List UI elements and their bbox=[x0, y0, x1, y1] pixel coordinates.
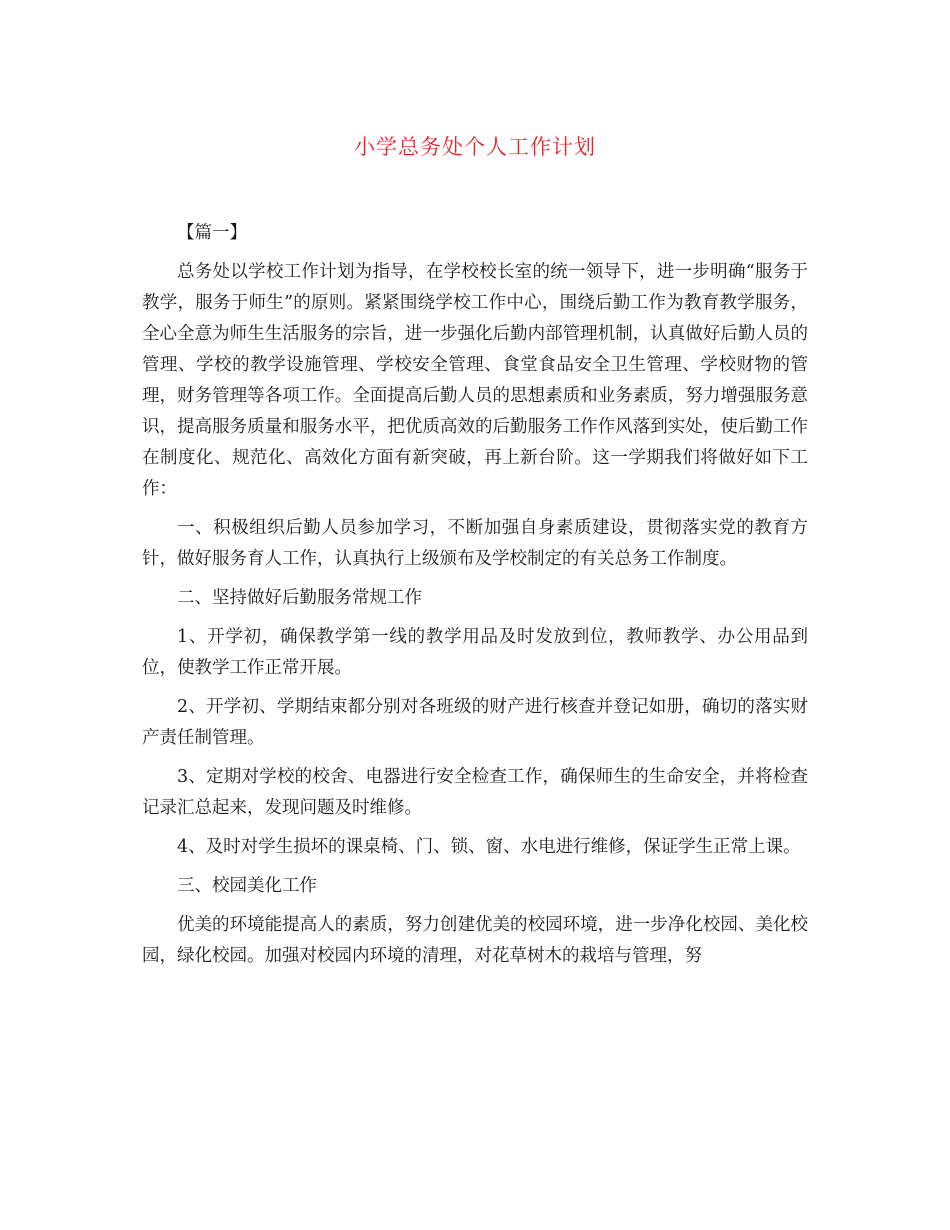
campus-beautification-paragraph: 优美的环境能提高人的素质，努力创建优美的校园环境，进一步净化校园、美化校园，绿化校园。加强对校园内环境的清理，对花草树木的栽培与管理，努 bbox=[142, 915, 808, 966]
sub-item-1-paragraph: 1、开学初，确保教学第一线的教学用品及时发放到位，教师教学、办公用品到位，使教学工作正常开展。 bbox=[142, 627, 808, 678]
document-body bbox=[142, 218, 808, 980]
intro-paragraph: 总务处以学校工作计划为指导，在学校校长室的统一领导下，进一步明确“服务于教学，服务于师生”的原则。紧紧围绕学校工作中心，围绕后勤工作为教育教学服务，全心全意为师生生活服务的宗旨，进一步强化后勤内部管理机制，认真做好后勤人员的管理、学校的教学设施管理、学校安全管理、食堂食品安全卫生管理、学校财物的管理，财务管理等各项工作。全面提高后勤人员的思想素质和业务素质，努力增强服务意识，提高服务质量和服务水平，把优质高效的后勤服务工作作风落到实处，使后勤工作在制度化、规范化、高效化方面有新突破，再上新台阶。这一学期我们将做好如下工作： bbox=[142, 262, 808, 499]
sub-item-4-paragraph: 4、及时对学生损坏的课桌椅、门、锁、窗、水电进行维修，保证学生正常上课。 bbox=[177, 837, 801, 857]
item-three-heading: 三、校园美化工作 bbox=[177, 876, 317, 896]
sub-item-2-paragraph: 2、开学初、学期结束都分别对各班级的财产进行核查并登记如册，确切的落实财产责任制管理。 bbox=[142, 697, 808, 748]
item-one-study-paragraph: 一、积极组织后勤人员参加学习，不断加强自身素质建设，贯彻落实党的教育方针，做好服务育人工作，认真执行上级颁布及学校制定的有关总务工作制度。 bbox=[142, 518, 808, 569]
section-label-part-one: 【篇一】 bbox=[177, 223, 247, 243]
item-two-heading: 二、坚持做好后勤服务常规工作 bbox=[177, 588, 422, 608]
sub-item-3-paragraph: 3、定期对学校的校舍、电器进行安全检查工作，确保师生的生命安全，并将检查记录汇总起来，发现问题及时维修。 bbox=[142, 767, 808, 818]
document-title: 小学总务处个人工作计划 bbox=[354, 135, 596, 159]
